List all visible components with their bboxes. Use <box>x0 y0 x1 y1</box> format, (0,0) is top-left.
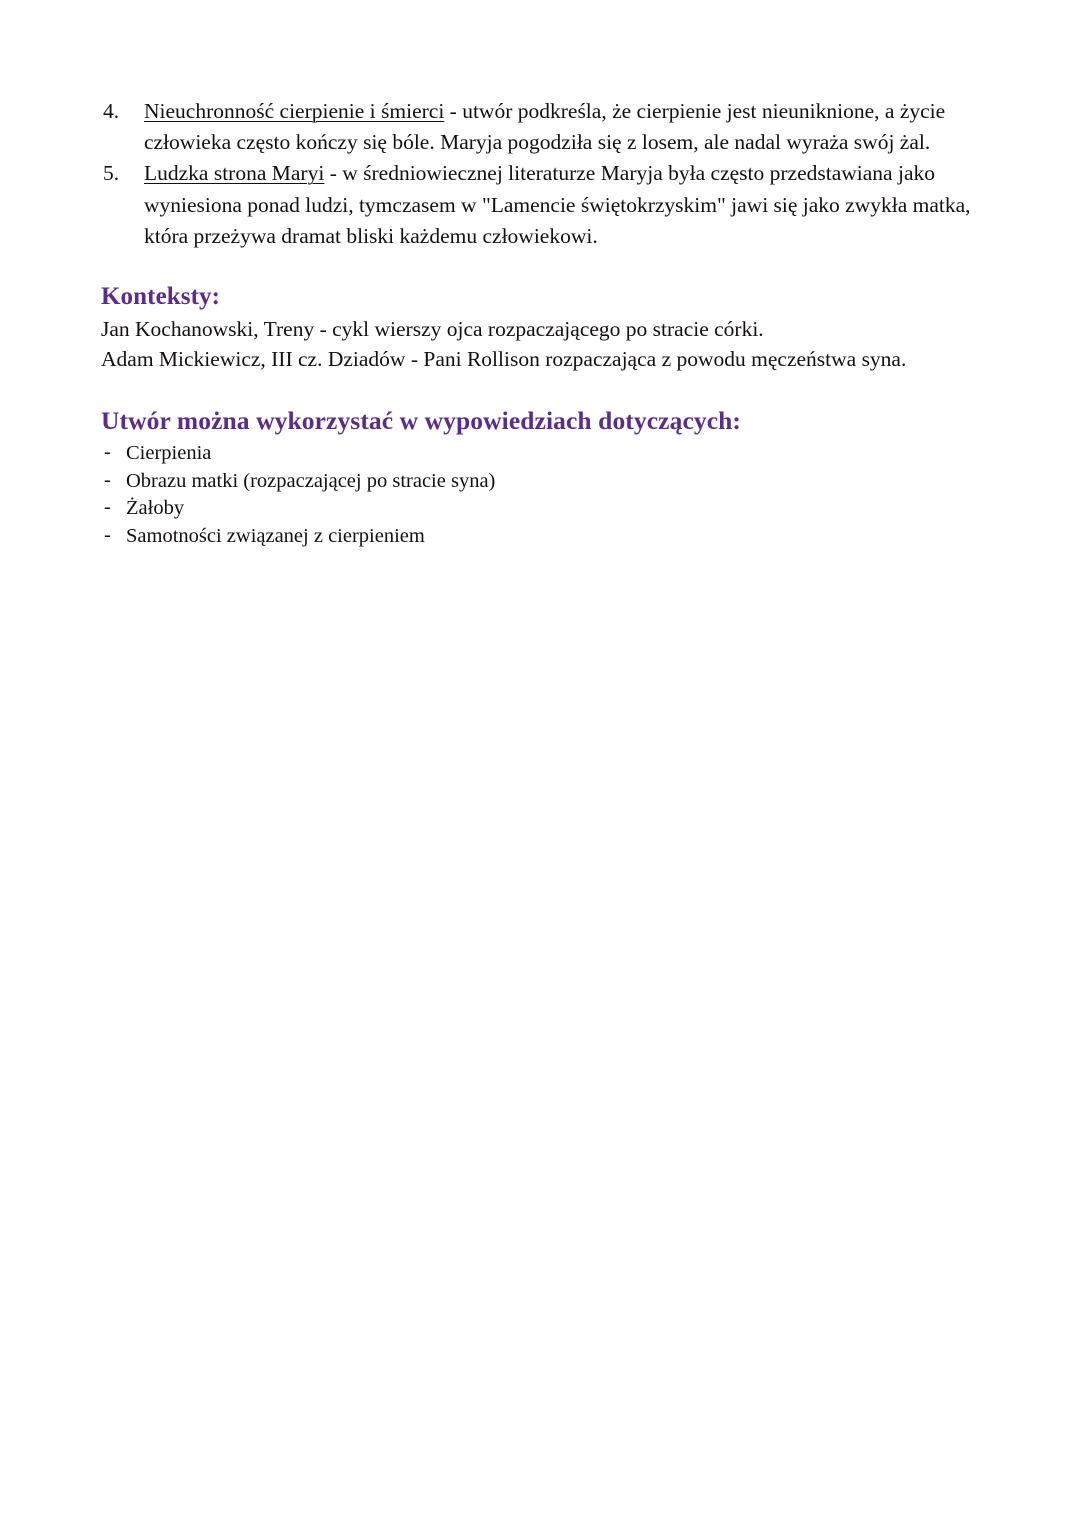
list-item-label: Żałoby <box>126 497 185 520</box>
list-item-body: - w średniowiecznej literaturze Maryja była często przedstawiana jako wyniesiona ponad ludzi, tymczasem w "Lamencie świętokrzyskim" jawi się jako zwykła matka, która przeżywa dramat bliski każdemu człowiekowi. <box>144 161 971 248</box>
list-item <box>101 96 1019 158</box>
dash-list <box>101 440 981 550</box>
list-item-term: Ludzka strona Maryi <box>144 161 325 186</box>
list-marker: 5. <box>103 161 120 186</box>
konteksty-line: Adam Mickiewicz, III cz. Dziadów - Pani Rollison rozpaczająca z powodu męczeństwa syna. <box>101 346 907 371</box>
list-marker: 4. <box>103 99 120 123</box>
numbered-list <box>101 96 981 252</box>
dash-bullet-icon: - <box>104 468 111 491</box>
list-item <box>101 523 981 551</box>
list-item-label: Samotności związanej z cierpieniem <box>126 524 425 547</box>
list-item-body: - utwór podkreśla, że cierpienie jest nieuniknione, a życie człowieka często kończy się bóle. Maryja pogodziła się z losem, ale nadal wyraża swój żal. <box>144 99 946 155</box>
document-content <box>101 96 981 550</box>
list-item-label: Obrazu matki (rozpaczającej po stracie syna) <box>126 469 496 492</box>
list-item-term: Nieuchronność cierpienie i śmierci <box>144 99 445 123</box>
konteksty-line: Jan Kochanowski, Treny - cykl wierszy ojca rozpaczającego po stracie córki. <box>101 317 764 342</box>
dash-bullet-icon: - <box>104 441 111 464</box>
list-item <box>101 468 981 496</box>
section-heading-konteksty: Konteksty: <box>101 283 221 311</box>
list-item <box>101 158 1019 252</box>
list-item <box>101 440 981 468</box>
dash-bullet-icon: - <box>104 496 111 519</box>
list-item-label: Cierpienia <box>126 442 212 465</box>
section-heading-zastosowanie: Utwór można wykorzystać w wypowiedziach dotyczących: <box>101 406 741 436</box>
dash-bullet-icon: - <box>104 523 111 546</box>
list-item <box>101 495 981 523</box>
